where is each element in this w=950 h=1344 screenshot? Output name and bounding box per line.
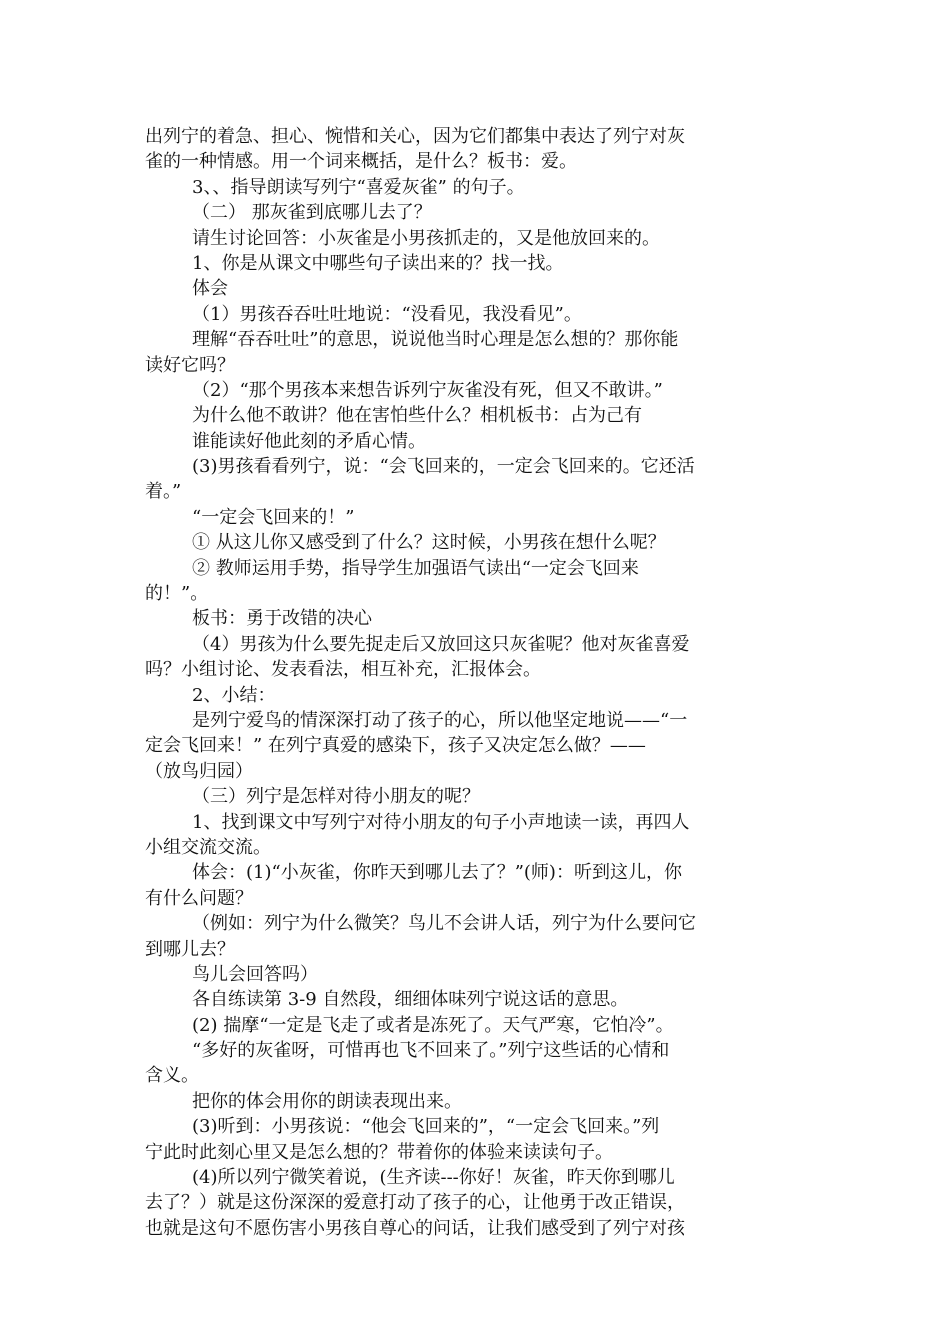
text-line: 是列宁爱鸟的情深深打动了孩子的心，所以他坚定地说——“一 (192, 709, 688, 731)
text-line: “一定会飞回来的！” (192, 506, 355, 528)
text-line: (3)男孩看看列宁，说：“会飞回来的，一定会飞回来的。它还活 (192, 456, 695, 478)
text-line: 体会 (192, 278, 228, 300)
text-line: 谁能读好他此刻的矛盾心情。 (192, 430, 426, 452)
text-line: （例如：列宁为什么微笑？鸟儿不会讲人话，列宁为什么要问它 (192, 913, 696, 935)
text-line: 理解“吞吞吐吐”的意思，说说他当时心理是怎么想的？那你能 (192, 329, 679, 351)
text-line: （2）“那个男孩本来想告诉列宁灰雀没有死，但又不敢讲。” (192, 379, 663, 401)
text-line: 请生讨论回答：小灰雀是小男孩抓走的，又是他放回来的。 (192, 227, 660, 249)
text-line: 的！”。 (145, 583, 209, 605)
text-line: 到哪儿去？ (145, 938, 235, 960)
text-line: 含义。 (145, 1065, 199, 1087)
text-line: 1、找到课文中写列宁对待小朋友的句子小声地读一读，再四人 (192, 811, 690, 833)
text-line: 出列宁的着急、担心、惋惜和关心，因为它们都集中表达了列宁对灰 (145, 126, 685, 147)
document-page (145, 124, 810, 1241)
text-line: (3)听到：小男孩说：“他会飞回来的”，“一定会飞回来。”列 (192, 1116, 660, 1138)
text-line: 定会飞回来！” 在列宁真爱的感染下，孩子又决定怎么做？—— (145, 735, 646, 757)
text-line: （4）男孩为什么要先捉走后又放回这只灰雀呢？他对灰雀喜爱 (192, 633, 690, 655)
text-line: 各自练读第 3-9 自然段，细细体味列宁说这话的意思。 (192, 989, 629, 1011)
text-line: 把你的体会用你的朗读表现出来。 (192, 1090, 462, 1112)
text-line: （1）男孩吞吞吐吐地说：“没看见，我没看见”。 (192, 303, 582, 325)
text-line: （三）列宁是怎样对待小朋友的呢？ (192, 786, 480, 808)
text-line: 雀的一种情感。用一个词来概括，是什么？板书：爱。 (145, 151, 577, 173)
text-line: “多好的灰雀呀，可惜再也飞不回来了。”列宁这些话的心情和 (192, 1040, 670, 1062)
text-line: ① 从这儿你又感受到了什么？这时候，小男孩在想什么呢？ (192, 532, 666, 554)
text-line: 着。” (145, 481, 182, 503)
text-line: (4)所以列宁微笑着说，(生齐读---你好！灰雀，昨天你到哪儿 (192, 1167, 675, 1189)
text-line: 2、小结： (192, 684, 276, 706)
text-line: 有什么问题？ (145, 887, 253, 909)
text-line: （二） 那灰雀到底哪儿去了？ (192, 202, 432, 224)
text-line: 体会：(1)“小灰雀，你昨天到哪儿去了？”(师)：听到这儿，你 (192, 862, 682, 884)
text-line: （放鸟归园） (145, 760, 253, 782)
text-line: 读好它吗？ (145, 354, 235, 376)
text-line: 1、你是从课文中哪些句子读出来的？找一找。 (192, 252, 564, 274)
text-line: 也就是这句不愿伤害小男孩自尊心的问话，让我们感受到了列宁对孩 (145, 1217, 685, 1239)
text-line: ② 教师运用手势，指导学生加强语气读出“一定会飞回来 (192, 557, 639, 579)
text-line: (2) 揣摩“一定是飞走了或者是冻死了。天气严寒，它怕冷”。 (192, 1014, 674, 1036)
text-line: 为什么他不敢讲？他在害怕些什么？相机板书：占为己有 (192, 405, 642, 427)
text-line: 宁此时此刻心里又是怎么想的？带着你的体验来读读句子。 (145, 1141, 613, 1163)
text-line: 板书：勇于改错的决心 (192, 608, 372, 630)
text-line: 吗？小组讨论、发表看法，相互补充，汇报体会。 (145, 659, 541, 681)
text-line: 去了？）就是这份深深的爱意打动了孩子的心，让他勇于改正错误， (145, 1192, 685, 1214)
text-line: 3、、指导朗读写列宁“喜爱灰雀” 的句子。 (192, 176, 525, 198)
text-line: 鸟儿会回答吗） (192, 963, 318, 985)
text-line: 小组交流交流。 (145, 836, 271, 858)
